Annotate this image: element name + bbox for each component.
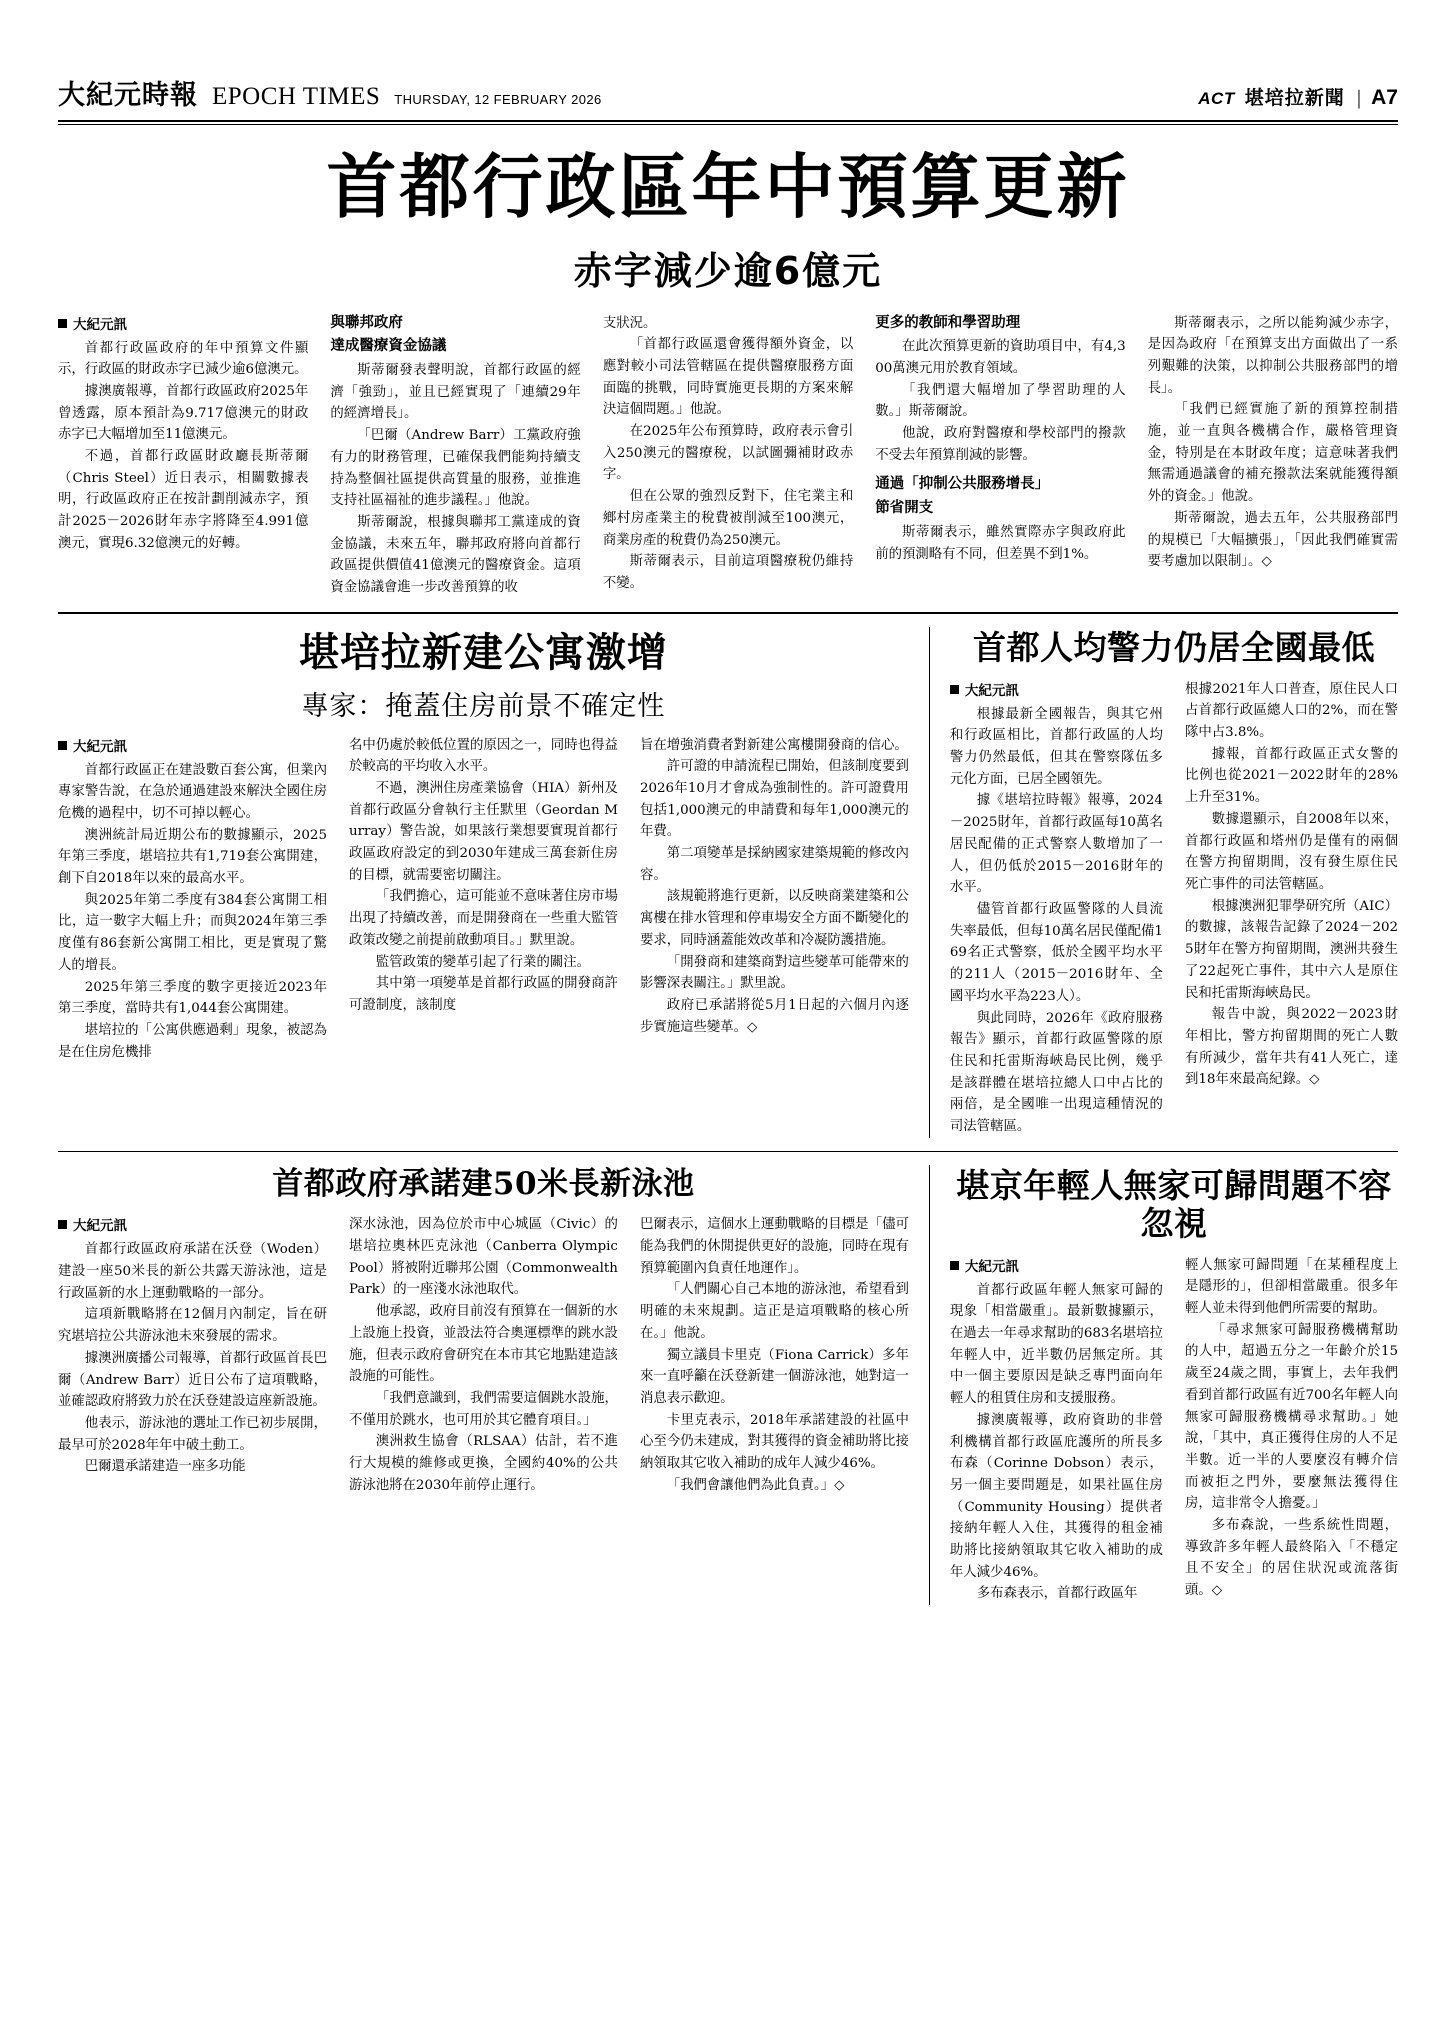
paragraph: 他承認，政府目前沒有預算在一個新的水上設施上投資，並設法符合奧運標準的跳水設施，但表示政府會研究在本市其它地點建造該設施的可能性。 [348,1304,618,1385]
paragraph: 監管政策的變革引起了行業的關注。 [375,954,591,970]
paragraph: 巴爾還承諾建造一座多功能 [84,1459,246,1475]
apartments-columns [58,735,909,1064]
masthead-rule-thin [58,124,1398,125]
paragraph: 獨立議員卡里克（Fiona Carrick）多年來一直呼籲在沃登新建一個游泳池，她對這一消息表示歡迎。 [639,1347,909,1406]
subheading: 達成醫療資金協議 [330,338,447,355]
police-col-2 [1185,679,1398,1138]
paragraph: 斯蒂爾表示，目前這項醫療稅仍維持不變。 [602,554,854,591]
police-headline: 首都人均警力仍居全國最低 [972,627,1375,667]
paragraph: 許可證的申請流程已開始，但該制度要到2026年10月才會成為強制性的。許可證費用包括1,000澳元的申請費和每年1,000澳元的年費。 [639,759,909,840]
masthead-name-cn: 大紀元時報 [58,80,198,111]
masthead-date: THURSDAY, 12 FEBRUARY 2026 [394,92,602,107]
paragraph: 其中第一項變革是首都行政區的開發商許可證制度，該制度 [348,976,618,1013]
bullet-square-icon [58,319,67,328]
lead-subhead: 赤字減少逾6億元 [573,248,883,293]
paragraph: 在此次預算更新的資助項目中，有4,300萬澳元用於教育領域。 [875,339,1126,376]
paragraph: 斯蒂爾表示，雖然實際赤字與政府此前的預測略有不同，但差異不到1%。 [875,524,1126,562]
paragraph: 2025年第三季度的數字更接近2023年第三季度，當時共有1,044套公寓開建。 [58,979,327,1017]
paragraph: 「我們已經實施了新的預算控制措施，並一直與各機構合作，嚴格管理資金，特別是在本財政年度；這意味著我們無需通過議會的補充撥款法案就能獲得額外的資金。」他說。 [1147,402,1399,505]
paragraph: 這項新戰略將在12個月內制定，旨在研究堪培拉公共游泳池未來發展的需求。 [58,1307,327,1345]
paragraph: 深水泳池，因為位於市中心城區（Civic）的堪培拉奧林匹克泳池（Canberra Olympic Pool）將被附近聯邦公園（Commonwealth Park）的一座淺水泳池取代。 [348,1217,618,1298]
paragraph: 首都行政區政府的年中預算文件顯示，行政區的財政赤字已減少逾6億澳元。 [58,340,309,378]
section-name: 堪培拉新聞 [1244,87,1345,109]
bullet-square-icon [950,1261,959,1270]
masthead-rule-thick [58,120,1398,122]
byline [58,1214,327,1234]
masthead [58,0,1398,120]
apartments-col-2 [349,735,618,1064]
paragraph: 據澳廣報導，首都行政區政府2025年曾透露，原本預計為9.717億澳元的財政赤字已大幅增加至11億澳元。 [58,383,309,443]
lead-col-2 [330,313,580,599]
lead-col-1 [58,313,308,599]
paragraph: 在2025年公布預算時，政府表示會引入250澳元的醫療稅，以試圖彌補財政赤字。 [602,424,854,483]
paragraph: 與2025年第二季度有384套公寓開工相比，這一數字大幅上升；而與2024年第三季度僅有86套新公寓開工相比，更是實現了驚人的增長。 [58,892,327,973]
paragraph: 根據最新全國報告，與其它州和行政區相比，首都行政區的人均警力仍然最低，但其在警察隊伍多元化方面，已居全國領先。 [949,706,1163,787]
apartments-col-3 [640,735,909,1064]
paragraph: 他說，政府對醫療和學校部門的撥款不受去年預算削減的影響。 [875,426,1126,463]
masthead-divider: | [1355,87,1363,109]
section-separator [58,612,1398,614]
paragraph: 堪培拉的「公寓供應過剩」現象，被認為是在住房危機排 [58,1022,327,1060]
paragraph: 首都行政區年輕人無家可歸的現象「相當嚴重」。最新數據顯示，在過去一年尋求幫助的683名堪培拉年輕人中，近半數仍居無定所。其中一個主要原因是缺乏專門面向年輕人的租賃住房和支援服務。 [949,1282,1163,1407]
paragraph: 「人們關心自己本地的游泳池，希望看到明確的未來規劃。這正是這項戰略的核心所在。」他說。 [639,1282,909,1341]
homeless-columns [950,1255,1398,1606]
homeless-col-1 [950,1255,1163,1606]
police-columns [950,679,1398,1138]
pool-headline: 首都政府承諾建50米長新泳池 [272,1165,695,1202]
homeless-headline: 堪京年輕人無家可歸問題不容忽視 [956,1165,1392,1243]
apartments-headline: 堪培拉新建公寓激增 [298,628,668,676]
section-separator [58,1151,1398,1152]
paragraph: 輕人無家可歸問題「在某種程度上是隱形的」，但卻相當嚴重。很多年輕人並未得到他們所需要的幫助。 [1184,1257,1399,1317]
paragraph: 名中仍處於較低位置的原因之一，同時也得益於較高的平均收入水平。 [348,737,618,775]
subheading: 與聯邦政府 [330,314,403,331]
lead-col-5 [1148,313,1398,599]
byline-text: 大紀元訊 [964,1258,1019,1275]
police-article [950,627,1398,1138]
apartments-article [58,627,909,1138]
lead-columns [58,313,1398,599]
paragraph: 支狀況。 [602,315,657,331]
paragraph: 澳洲統計局近期公布的數據顯示，2025年第三季度，堪培拉共有1,719套公寓開建，創下自2018年以來的最高水平。 [58,827,327,887]
byline-text: 大紀元訊 [73,1218,127,1235]
paragraph: 首都行政區正在建設數百套公寓，但業內專家警告說，在急於通過建設來解決全國住房危機的過程中，切不可掉以輕心。 [58,762,327,821]
pool-col-1 [58,1214,327,1496]
lead-col-4 [875,313,1125,599]
paragraph: 卡里克表示，2018年承諾建設的社區中心至今仍未建成，對其獲得的資金補助將比接納領取其它收入補助的成年人減少46%。 [639,1412,909,1472]
lead-headline: 首都行政區年中預算更新 [326,145,1130,228]
bullet-square-icon [58,1220,67,1229]
lead-col-3 [603,313,853,599]
paragraph: 根據澳洲犯罪學研究所（AIC）的數據，該報告記錄了2024－2025財年在警方拘留期間，澳洲共發生了22起死亡事件，其中六人是原住民和托雷斯海峽島民。 [1184,898,1399,1001]
byline-text: 大紀元訊 [73,738,127,755]
homeless-article [950,1165,1398,1605]
paragraph: 「開發商和建築商對這些變革可能帶來的影響深表關注。」默里說。 [639,954,909,992]
paragraph: 不過，首都行政區財政廳長斯蒂爾（Chris Steel）近日表示，相關數據表明，行政區政府正在按計劃削減赤字，預計2025－2026財年赤字將降至4.991億澳元，實現6.32億澳元的好轉。 [58,449,309,551]
apartments-subhead: 專家：掩蓋住房前景不確定性 [301,690,666,722]
page-number: A7 [1371,86,1398,109]
paragraph: 「首都行政區還會獲得額外資金，以應對較小司法管轄區在提供醫療服務方面面臨的挑戰，同時實施更長期的方案來解決這個問題。」他說。 [602,337,854,418]
paragraph: 他表示，游泳池的選址工作已初步展開，最早可於2028年年中破土動工。 [58,1416,327,1453]
paragraph: 根據2021年人口普查，原住民人口占首都行政區總人口的2%，而在警隊中占3.8%。 [1184,681,1399,741]
paragraph: 「尋求無家可歸服務機構幫助的人中，超過五分之一年齡介於15歲至24歲之間，事實上，去年我們看到首都行政區有近700名年輕人向無家可歸服務機構尋求幫助。」她說，「其中，真正獲得住房的人不足半數。近一半的人要麼沒有轉介信而被拒之門外，要麼無法獲得住房，這非常令人擔憂。」 [1184,1322,1399,1512]
police-col-1 [950,679,1163,1138]
paragraph: 「我們還大幅增加了學習助理的人數。」斯蒂爾說。 [875,382,1126,420]
pool-col-2 [349,1214,618,1496]
paragraph: 該規範將進行更新，以反映商業建築和公寓樓在排水管理和停車場安全方面不斷變化的要求，同時涵蓋能效改革和冷凝防護措施。 [639,889,909,948]
pool-article [58,1165,909,1605]
bullet-square-icon [950,685,959,694]
bottom-region [58,1165,1398,1605]
pool-columns [58,1214,909,1496]
paragraph: 與此同時，2026年《政府服務報告》顯示，首都行政區警隊的原住民和托雷斯海峽島民比例，幾乎是該群體在堪培拉總人口中占比的兩倍，是全國唯一出現這種情況的司法管轄區。 [949,1010,1163,1135]
subheading: 更多的教師和學習助理 [875,314,1021,331]
bullet-square-icon [58,741,67,750]
paragraph: 數據還顯示，自2008年以來，首都行政區和塔州仍是僅有的兩個在警方拘留期間，沒有發生原住民死亡事件的司法管轄區。 [1184,811,1399,892]
paragraph: 斯蒂爾說，根據與聯邦工黨達成的資金協議，未來五年，聯邦政府將向首都行政區提供價值41億澳元的醫療資金。這項資金協議會進一步改善預算的收 [330,514,581,596]
paragraph: 「巴爾（Andrew Barr）工黨政府強有力的財務管理，已確保我們能夠持續支持為整個社區提供高質量的服務，並推進支持社區福祉的進步議程。」他說。 [330,428,581,509]
paragraph: 多布森表示，首都行政區年 [976,1586,1138,1602]
byline-text: 大紀元訊 [73,316,127,333]
mid-region [58,627,1398,1138]
paragraph: 據澳洲廣播公司報導，首都行政區首長巴爾（Andrew Barr）近日公布了這項戰略，並確認政府將致力於在沃登建設這座新設施。 [58,1350,327,1410]
paragraph: 政府已承諾將從5月1日起的六個月內逐步實施這些變革。◇ [639,997,909,1035]
paragraph: 旨在增強消費者對新建公寓樓開發商的信心。 [639,737,908,753]
homeless-col-2 [1185,1255,1398,1606]
paragraph: 據報，首都行政區正式女警的比例也從2021－2022財年的28%上升至31%。 [1184,746,1399,806]
paragraph: 斯蒂爾說，過去五年，公共服務部門的規模已「大幅擴張」，「因此我們確實需要考慮加以限制」。◇ [1147,510,1399,570]
paragraph: 據《堪培拉時報》報導，2024－2025財年，首都行政區每10萬名居民配備的正式警察人數增加了一人，但仍低於2015－2016財年的水平。 [949,793,1163,896]
column-divider [929,627,930,1138]
paragraph: 斯蒂爾表示，之所以能夠減少赤字，是因為政府「在預算支出方面做出了一系列艱難的決策，以抑制公共服務部門的增長」。 [1147,315,1399,396]
subheading: 節省開支 [875,500,934,517]
paragraph: 首都行政區政府承諾在沃登（Woden）建設一座50米長的新公共露天游泳池，這是行政區新的水上運動戰略的一部分。 [58,1242,327,1301]
pool-col-3 [640,1214,909,1496]
paragraph: 不過，澳洲住房產業協會（HIA）新州及首都行政區分會執行主任默里（Geordan Murray）警告說，如果該行業想要實現首都行政區政府設定的到2030年建成三萬套新住房的目標，就需要密切關注。 [348,780,618,883]
byline [58,735,327,755]
paragraph: 儘管首都行政區警隊的人員流失率最低，但每10萬名居民僅配備169名正式警察，低於全國平均水平的211人（2015－2016財年、全國平均水平為223人）。 [949,902,1163,1004]
section-code: ACT [1198,89,1235,108]
paragraph: 澳洲救生協會（RLSAA）估計，若不進行大規模的維修或更換，全國約40%的公共游泳池將在2030年前停止運行。 [348,1434,618,1493]
apartments-col-1 [58,735,327,1064]
byline [58,313,308,333]
paragraph: 巴爾表示，這個水上運動戰略的目標是「儘可能為我們的休閒提供更好的設施，同時在現有預算範圍內負責任地運作」。 [639,1217,909,1276]
subheading: 通過「抑制公共服務增長」 [875,476,1050,493]
paragraph: 據澳廣報導，政府資助的非營利機構首都行政區庇護所的所長多布森（Corinne Dobson）表示，另一個主要問題是，如果社區住房（Community Housing）提供者接納年輕人入住，其獲得的租金補助將比接納領取其它收入補助的成年人減少46%。 [949,1412,1163,1580]
paragraph: 「我們意識到，我們需要這個跳水設施，不僅用於跳水，也可用於其它體育項目。」 [348,1391,618,1428]
byline [950,679,1163,699]
paragraph: 「我們擔心，這可能並不意味著住房市場出現了持續改善，而是開發商在一些重大監管政策改變之前提前啟動項目。」默里說。 [348,889,618,948]
byline-text: 大紀元訊 [964,682,1019,699]
paragraph: 但在公眾的強烈反對下，住宅業主和鄉村房產業主的稅費被削減至100澳元，商業房產的稅費仍為250澳元。 [602,489,854,548]
paragraph: 報告中說，與2022－2023財年相比，警方拘留期間的死亡人數有所減少，當年共有41人死亡，達到18年來最高紀錄。◇ [1184,1007,1399,1088]
paragraph: 斯蒂爾發表聲明說，首都行政區的經濟「強勁」，並且已經實現了「連續29年的經濟增長」。 [330,363,581,422]
column-divider [929,1165,930,1605]
paragraph: 多布森說，一些系統性問題，導致許多年輕人最終陷入「不穩定且不安全」的居住狀況或流落街頭。◇ [1184,1518,1399,1599]
paragraph: 第二項變革是採納國家建築規範的修改內容。 [639,846,909,883]
byline [950,1255,1163,1275]
masthead-name-en: EPOCH TIMES [212,83,381,110]
paragraph: 「我們會讓他們為此負責。」◇ [666,1477,845,1493]
